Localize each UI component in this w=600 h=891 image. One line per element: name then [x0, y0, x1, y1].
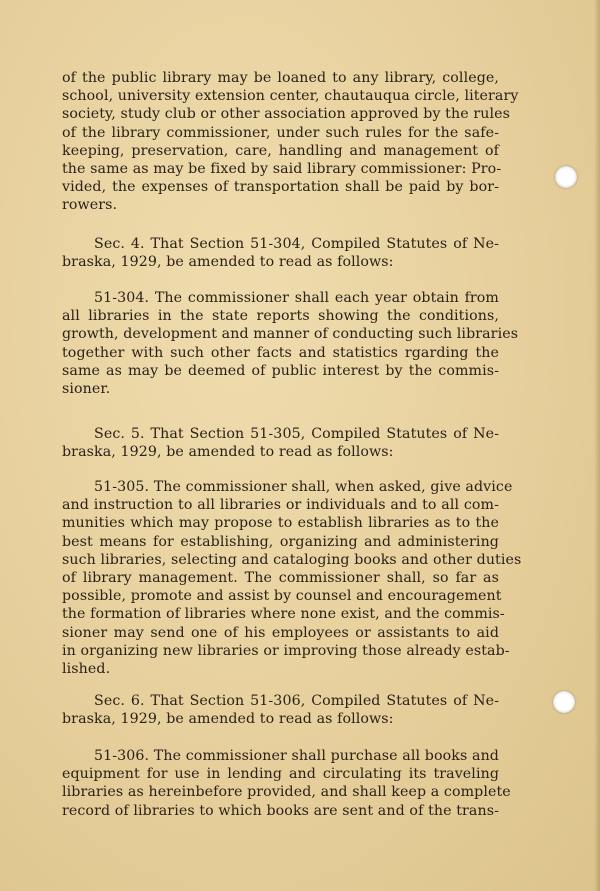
text-line: the same as may be fixed by said library commissioner: Pro-	[62, 160, 502, 177]
section-6-heading	[62, 692, 499, 728]
text-line: together with such other facts and statistics rgarding the	[62, 344, 499, 361]
text-line: braska, 1929, be amended to read as follows:	[62, 711, 394, 728]
text-line: Sec. 5. That Section 51-305, Compiled Statutes of Ne-	[94, 426, 499, 442]
section-51-305-paragraph	[62, 478, 522, 678]
text-line: libraries as hereinbefore provided, and shall keep a complete	[62, 784, 511, 801]
text-line: sioner may send one of his employees or assistants to aid	[62, 624, 499, 641]
text-line: braska, 1929, be amended to read as follows:	[62, 254, 394, 271]
text-line: the formation of libraries where none exist, and the commis-	[62, 606, 505, 623]
text-line: munities which may propose to establish libraries as to the	[62, 515, 499, 532]
text-line: same as may be deemed of public interest by the commis-	[62, 362, 499, 379]
section-51-306-paragraph	[62, 747, 511, 820]
page-edge-shadow	[594, 0, 600, 891]
text-line: of the public library may be loaned to any library, college,	[62, 70, 499, 86]
text-line: of library management. The commissioner shall, so far as	[62, 569, 499, 586]
text-line: possible, promote and assist by counsel and encouragement	[62, 588, 502, 605]
text-line: growth, development and manner of conducting such libraries	[62, 326, 519, 343]
text-line: best means for establishing, organizing and administering	[62, 533, 499, 550]
section-51-304-paragraph	[62, 289, 519, 398]
text-line: society, study club or other association approved by the rules	[62, 106, 510, 123]
punch-hole-top	[555, 166, 577, 188]
text-line: equipment for use in lending and circulating its traveling	[62, 766, 499, 783]
paragraph-continuation	[62, 69, 519, 215]
text-line: vided, the expenses of transportation shall be paid by bor-	[62, 179, 499, 196]
text-line: all libraries in the state reports showing the conditions,	[62, 308, 499, 325]
text-line: and instruction to all libraries or individuals and to all com-	[62, 497, 499, 514]
text-line: rowers.	[62, 197, 118, 214]
text-line: 51-306. The commissioner shall purchase all books and	[94, 748, 499, 764]
text-line: of the library commissioner, under such rules for the safe-	[62, 124, 499, 141]
punch-hole-bottom	[553, 691, 575, 713]
text-line: lished.	[62, 660, 111, 677]
text-line: sioner.	[62, 380, 111, 397]
text-line: in organizing new libraries or improving those already estab-	[62, 642, 510, 659]
text-line: 51-305. The commissioner shall, when asked, give advice	[94, 479, 513, 495]
text-line: 51-304. The commissioner shall each year obtain from	[94, 290, 499, 306]
text-line: Sec. 6. That Section 51-306, Compiled Statutes of Ne-	[94, 693, 499, 709]
text-line: record of libraries to which books are sent and of the trans-	[62, 802, 499, 819]
text-line: keeping, preservation, care, handling and management of	[62, 142, 499, 159]
text-line: braska, 1929, be amended to read as follows:	[62, 444, 394, 461]
text-line: such libraries, selecting and cataloging books and other duties	[62, 551, 522, 568]
text-line: school, university extension center, chautauqua circle, literary	[62, 88, 519, 105]
section-4-heading	[62, 235, 499, 271]
section-5-heading	[62, 425, 499, 461]
text-line: Sec. 4. That Section 51-304, Compiled Statutes of Ne-	[94, 236, 499, 252]
